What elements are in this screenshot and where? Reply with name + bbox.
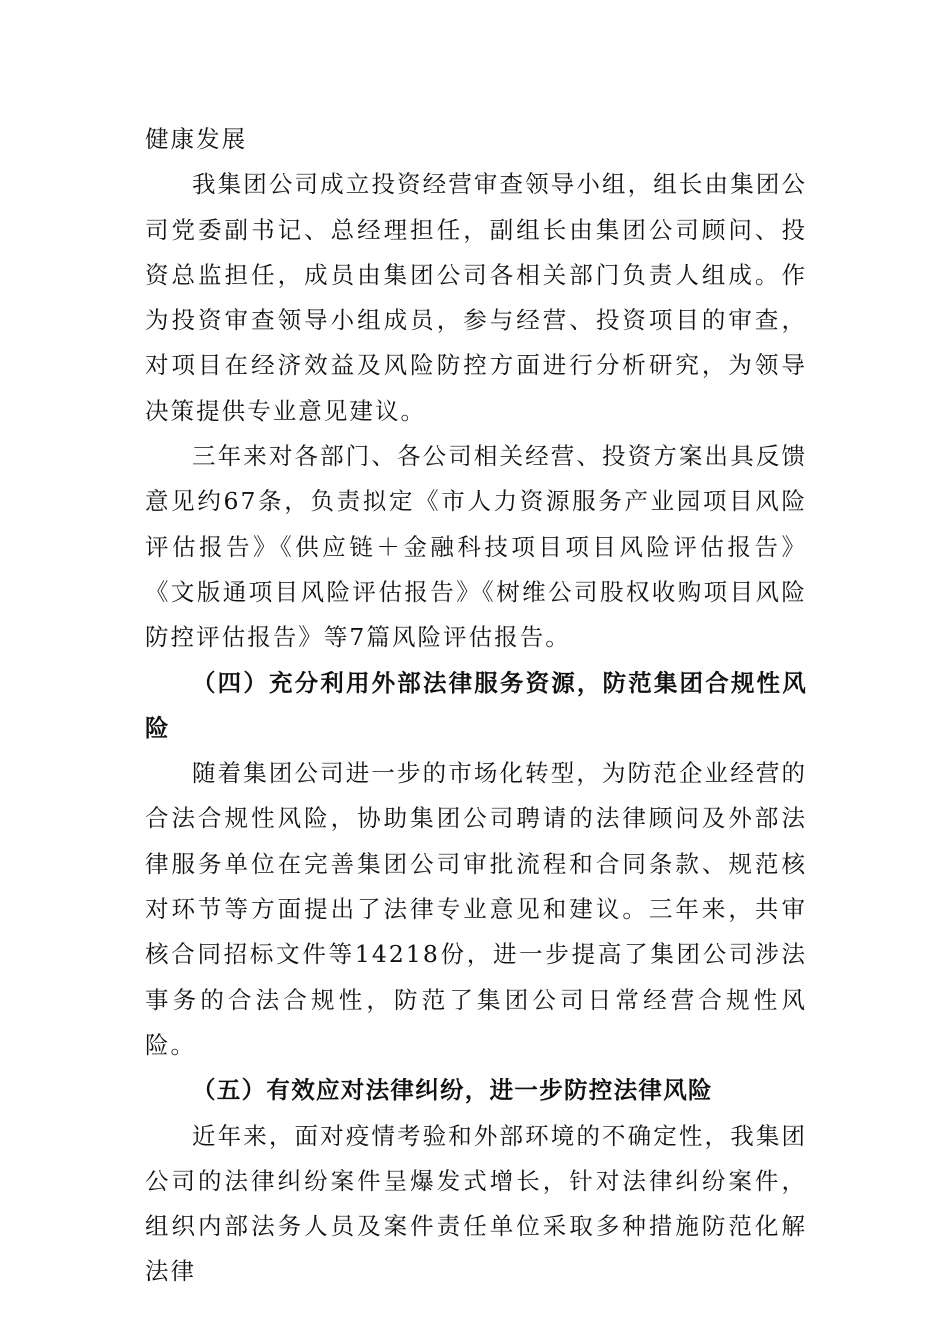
paragraph-legal-disputes: 近年来，面对疫情考验和外部环境的不确定性，我集团公司的法律纠纷案件呈爆发式增长，针对法律纠纷案件，组织内部法务人员及案件责任单位采取多种措施防范化解法律 [145,1121,807,1286]
paragraph-investment-review-group: 我集团公司成立投资经营审查领导小组，组长由集团公司党委副书记、总经理担任，副组长由集团公司顾问、投资总监担任，成员由集团公司各相关部门负责人组成。作为投资审查领导小组成员，参与经营、投资项目的审查，对项目在经济效益及风险防控方面进行分析研究，为领导决策提供专业意见建议。 [145,170,807,425]
paragraph-compliance-review: 随着集团公司进一步的市场化转型，为防范企业经营的合法合规性风险，协助集团公司聘请的法律顾问及外部法律服务单位在完善集团公司审批流程和合同条款、规范核对环节等方面提出了法律专业意见和建议。三年来，共审核合同招标文件等14218份，进一步提高了集团公司涉法事务的合法合规性，防范了集团公司日常经营合规性风险。 [145,759,807,1059]
paragraph-continued-heading: 健康发展 [145,125,248,153]
document-body [145,117,807,1295]
section-heading-4: （四）充分利用外部法律服务资源，防范集团合规性风险 [145,668,807,742]
section-heading-5: （五）有效应对法律纠纷，进一步防控法律风险 [192,1076,713,1105]
paragraph-risk-assessment-reports: 三年来对各部门、各公司相关经营、投资方案出具反馈意见约67条，负责拟定《市人力资源服务产业园项目风险评估报告》《供应链＋金融科技项目项目风险评估报告》《文版通项目风险评估报告》《树维公司股权收购项目风险防控评估报告》等7篇风险评估报告。 [145,442,807,652]
